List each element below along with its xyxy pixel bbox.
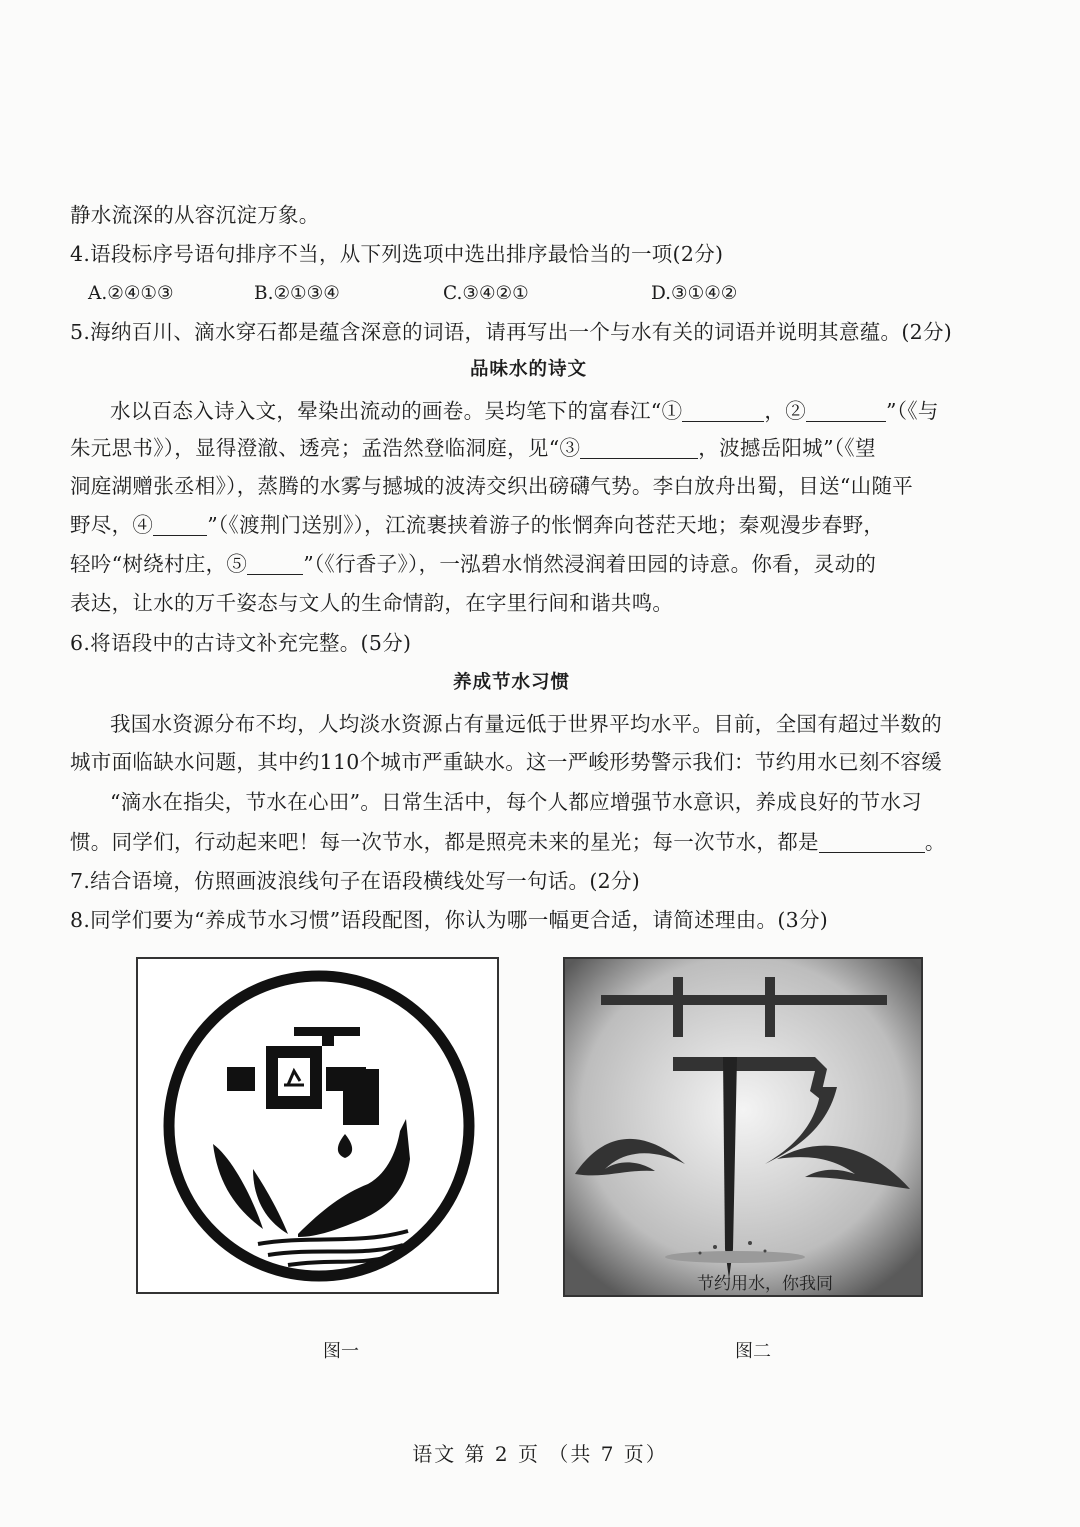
water-saving-logo-icon	[138, 959, 497, 1292]
water-saving-poster-icon	[565, 959, 921, 1295]
question-5: 5.海纳百川、滴水穿石都是蕴含深意的词语，请再写出一个与水有关的词语并说明其意蕴。(2分)	[70, 320, 953, 344]
question-6: 6.将语段中的古诗文补充完整。(5分)	[70, 631, 412, 655]
page-footer: 语文 第 2 页 （共 7 页）	[412, 1442, 668, 1466]
poetry-text: ”（《行香子》），一泓碧水悄然浸润着田园的诗意。你看，灵动的	[303, 552, 877, 576]
q4-options	[0, 281, 1080, 309]
poetry-text: ”（《渡荆门送别》），江流裹挟着游子的怅惘奔向苍茫天地；秦观漫步春野，	[207, 513, 885, 537]
blank-4[interactable]	[153, 515, 207, 536]
poetry-text: ，波撼岳阳城”（《望	[698, 436, 876, 460]
section-title-saving-water: 养成节水习惯	[453, 672, 571, 693]
poetry-text: 轻吟“树绕村庄，⑤	[70, 552, 248, 576]
blank-1[interactable]	[682, 401, 764, 422]
poetry-paragraph-line-2	[70, 434, 876, 462]
option-c[interactable]: C.③④②①	[443, 283, 529, 304]
question-7: 7.结合语境，仿照画波浪线句子在语段横线处写一句话。(2分)	[70, 869, 641, 893]
poetry-paragraph-line-5	[70, 550, 876, 578]
figure-2	[563, 957, 923, 1297]
poetry-paragraph-line-1	[110, 397, 939, 425]
option-a[interactable]: A.②④①③	[88, 283, 174, 304]
poetry-text: ”（《与	[886, 399, 939, 423]
option-b[interactable]: B.②①③④	[254, 283, 340, 304]
poetry-text: ，②	[764, 399, 806, 423]
poetry-paragraph-line-3: 洞庭湖赠张丞相》），蒸腾的水雾与撼城的波涛交织出磅礴气势。李白放舟出蜀，目送“山随平	[70, 474, 914, 498]
saving-paragraph-line-1: 我国水资源分布不均，人均淡水资源占有量远低于世界平均水平。目前，全国有超过半数的	[110, 712, 942, 736]
section-title-poetry: 品味水的诗文	[470, 359, 588, 380]
blank-imitation[interactable]	[819, 832, 925, 853]
figure-2-caption: 图二	[735, 1341, 771, 1362]
saving-paragraph-line-4	[70, 828, 946, 856]
question-8: 8.同学们要为“养成节水习惯”语段配图，你认为哪一幅更合适，请简述理由。(3分)	[70, 908, 829, 932]
poetry-text: 水以百态入诗入文，晕染出流动的画卷。吴均笔下的富春江“①	[110, 399, 683, 423]
figure-1	[136, 957, 499, 1294]
option-d[interactable]: D.③①④②	[651, 283, 738, 304]
poetry-text: 朱元思书》），显得澄澈、透亮；孟浩然登临洞庭，见“③	[70, 436, 581, 460]
intro-line: 静水流深的从容沉淀万象。	[70, 203, 320, 227]
poetry-text: 野尽，④	[70, 513, 154, 537]
saving-paragraph-line-2: 城市面临缺水问题，其中约110个城市严重缺水。这一严峻形势警示我们：节约用水已刻不容缓	[70, 750, 943, 774]
saving-text: 。	[924, 830, 946, 854]
poetry-paragraph-line-6: 表达，让水的万千姿态与文人的生命情韵，在字里行间和谐共鸣。	[70, 591, 674, 615]
poetry-paragraph-line-4	[70, 511, 884, 539]
blank-2[interactable]	[806, 401, 886, 422]
saving-paragraph-line-3: “滴水在指尖，节水在心田”。日常生活中，每个人都应增强节水意识，养成良好的节水习	[110, 790, 922, 814]
poster-slogan: 节约用水，你我同	[697, 1274, 833, 1294]
blank-3[interactable]	[580, 438, 698, 459]
question-4: 4.语段标序号语句排序不当，从下列选项中选出排序最恰当的一项(2分)	[70, 242, 724, 266]
blank-5[interactable]	[247, 554, 303, 575]
figure-1-caption: 图一	[323, 1341, 359, 1362]
saving-text: 惯。同学们，行动起来吧！每一次节水，都是照亮未来的星光；每一次节水，都是	[70, 830, 819, 854]
